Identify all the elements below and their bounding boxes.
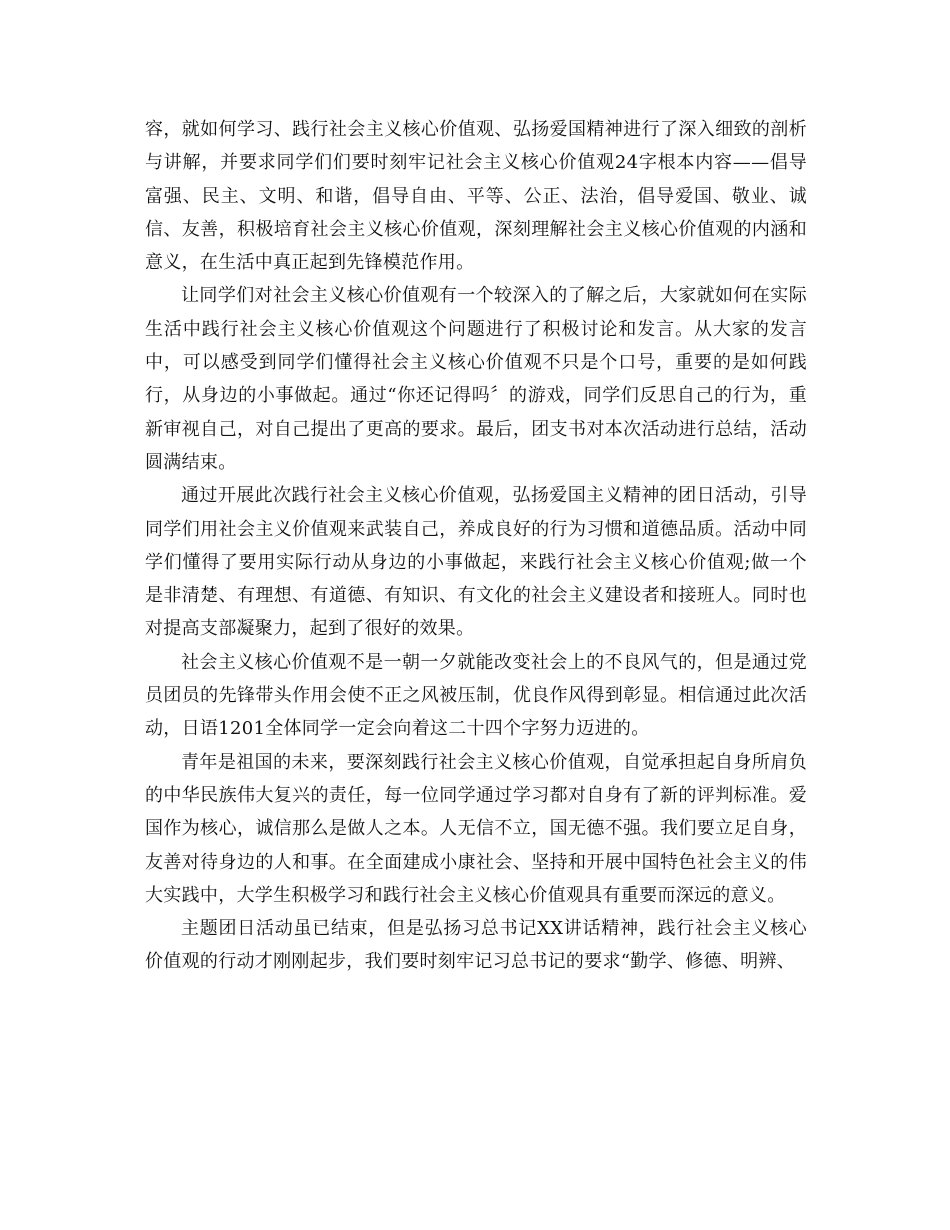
paragraph: 青年是祖国的未来，要深刻践行社会主义核心价值观，自觉承担起自身所肩负的中华民族伟大复兴的责任，每一位同学通过学习都对自身有了新的评判标准。爱国作为核心，诚信那么是做人之本。人无信不立，国无德不强。我们要立足自身，友善对待身边的人和事。在全面建成小康社会、坚持和开展中国特色社会主义的伟大实践中，大学生积极学习和践行社会主义核心价值观具有重要而深远的意义。 bbox=[145, 751, 807, 906]
paragraph: 社会主义核心价值观不是一朝一夕就能改变社会上的不良风气的，但是通过党员团员的先锋带头作用会使不正之风被压制，优良作风得到彰显。相信通过此次活动，日语1201全体同学一定会向着这二十四个字努力迈进的。 bbox=[145, 651, 807, 740]
paragraph: 让同学们对社会主义核心价值观有一个较深入的了解之后，大家就如何在实际生活中践行社会主义核心价值观这个问题进行了积极讨论和发言。从大家的发言中，可以感受到同学们懂得社会主义核心价值观不只是个口号，重要的是如何践行，从身边的小事做起。通过“你还记得吗〞的游戏，同学们反思自己的行为，重新审视自己，对自己提出了更高的要求。最后，团支书对本次活动进行总结，活动圆满结束。 bbox=[145, 285, 807, 473]
document-body bbox=[145, 113, 807, 979]
paragraph: 通过开展此次践行社会主义核心价值观，弘扬爱国主义精神的团日活动，引导同学们用社会主义价值观来武装自己，养成良好的行为习惯和道德品质。活动中同学们懂得了要用实际行动从身边的小事做起，来践行社会主义核心价值观;做一个是非清楚、有理想、有道德、有知识、有文化的社会主义建设者和接班人。同时也对提高支部凝聚力，起到了很好的效果。 bbox=[145, 485, 807, 640]
paragraph-continuation: 容，就如何学习、践行社会主义核心价值观、弘扬爱国精神进行了深入细致的剖析与讲解，并要求同学们们要时刻牢记社会主义核心价值观24字根本内容——倡导富强、民主、文明、和谐，倡导自由、平等、公正、法治，倡导爱国、敬业、诚信、友善，积极培育社会主义核心价值观，深刻理解社会主义核心价值观的内涵和意义，在生活中真正起到先锋模范作用。 bbox=[145, 119, 807, 274]
paragraph: 主题团日活动虽已结束，但是弘扬习总书记XX讲话精神，践行社会主义核心价值观的行动才刚刚起步，我们要时刻牢记习总书记的要求“勤学、修德、明辨、 bbox=[145, 918, 807, 973]
